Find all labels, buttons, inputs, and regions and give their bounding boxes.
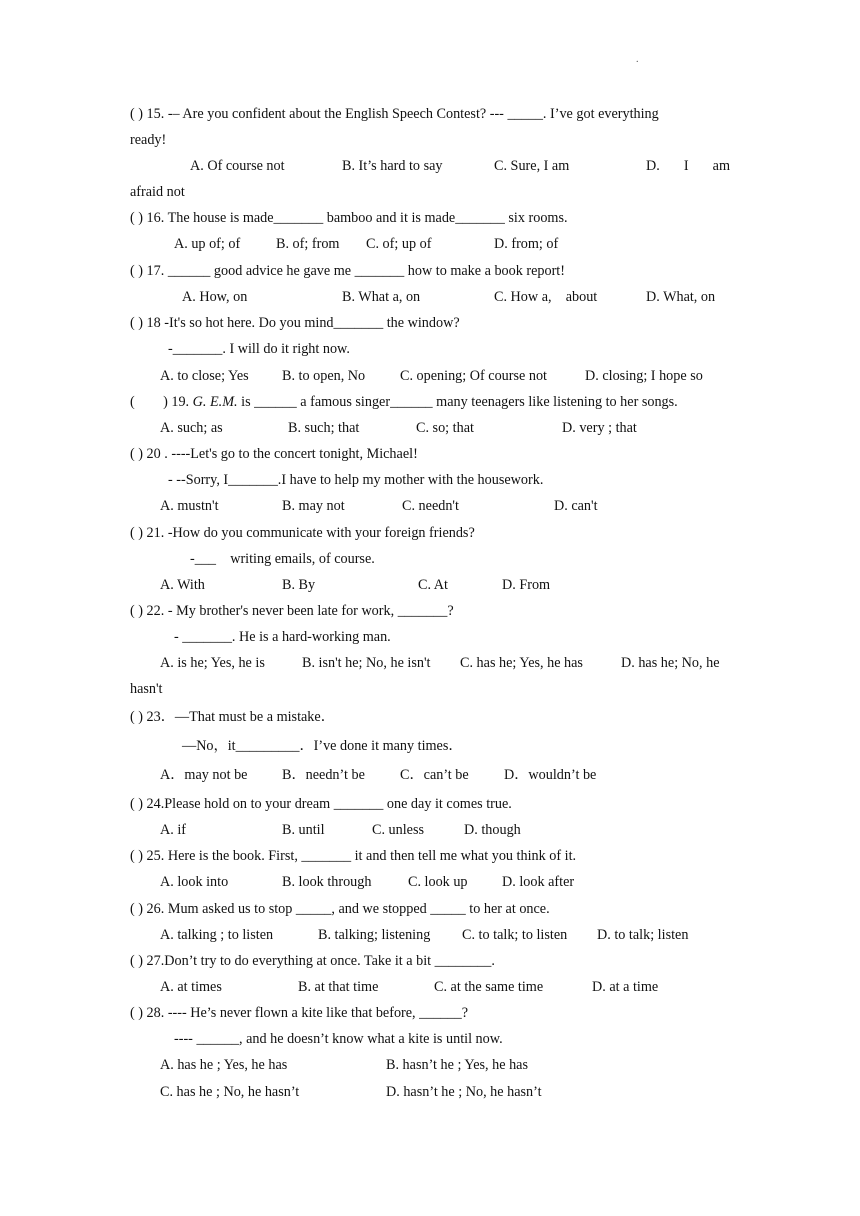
question-16-option-d: D. from; of bbox=[494, 236, 559, 252]
question-18-reply: -_______. I will do it right now. bbox=[168, 341, 350, 357]
question-23-stem: ( ) 23．—That must be a mistake． bbox=[130, 709, 335, 725]
question-19-option-a: A. such; as bbox=[160, 420, 223, 436]
question-16-stem: ( ) 16. The house is made_______ bamboo and it is made_______ six rooms. bbox=[130, 210, 568, 226]
question-23-option-d: D．wouldn’t be bbox=[504, 767, 597, 783]
question-25-option-d: D. look after bbox=[502, 874, 575, 890]
question-18-option-d: D. closing; I hope so bbox=[585, 368, 703, 384]
question-23-option-c: C．can’t be bbox=[400, 767, 469, 783]
question-18-option-b: B. to open, No bbox=[282, 368, 366, 384]
question-24-option-c: C. unless bbox=[372, 822, 425, 838]
question-26-stem: ( ) 26. Mum asked us to stop _____, and we stopped _____ to her at once. bbox=[130, 901, 550, 917]
question-26-option-b: B. talking; listening bbox=[318, 927, 431, 943]
question-25-option-b: B. look through bbox=[282, 874, 372, 890]
question-22-option-d: D. has he; No, he bbox=[621, 655, 720, 671]
question-24-option-d: D. though bbox=[464, 822, 521, 838]
question-26-option-d: D. to talk; listen bbox=[597, 927, 689, 943]
question-17-option-b: B. What a, on bbox=[342, 289, 421, 305]
question-27-option-d: D. at a time bbox=[592, 979, 659, 995]
question-18-stem: ( ) 18 -It's so hot here. Do you mind_______ the window? bbox=[130, 315, 460, 331]
question-22-option-d-cont: hasn't bbox=[130, 681, 163, 697]
question-20-reply: - --Sorry, I_______.I have to help my mother with the housework. bbox=[168, 472, 544, 488]
question-16-option-a: A. up of; of bbox=[174, 236, 241, 252]
question-22-option-a: A. is he; Yes, he is bbox=[160, 655, 265, 671]
question-22-option-c: C. has he; Yes, he has bbox=[460, 655, 583, 671]
question-27-option-a: A. at times bbox=[160, 979, 222, 995]
question-19-option-b: B. such; that bbox=[288, 420, 360, 436]
question-25-stem: ( ) 25. Here is the book. First, _______ it and then tell me what you think of it. bbox=[130, 848, 577, 864]
question-15-stem-cont: ready! bbox=[130, 132, 167, 148]
question-24-stem: ( ) 24.Please hold on to your dream _______ one day it comes true. bbox=[130, 796, 512, 812]
question-20-option-b: B. may not bbox=[282, 498, 345, 514]
question-18-option-a: A. to close; Yes bbox=[160, 368, 249, 384]
question-28-option-c: C. has he ; No, he hasn’t bbox=[160, 1084, 300, 1100]
question-26-option-c: C. to talk; to listen bbox=[462, 927, 568, 943]
question-21-option-a: A. With bbox=[160, 577, 205, 593]
question-15-option-d-cont: afraid not bbox=[130, 184, 185, 200]
question-16-option-b: B. of; from bbox=[276, 236, 340, 252]
question-18-option-c: C. opening; Of course not bbox=[400, 368, 547, 384]
question-19-stem: ( ) 19. G. E.M. is ______ a famous singer______ many teenagers like listening to her songs. bbox=[130, 394, 678, 410]
question-23-option-b: B．needn’t be bbox=[282, 767, 365, 783]
question-21-option-c: C. At bbox=[418, 577, 448, 593]
question-25-option-c: C. look up bbox=[408, 874, 468, 890]
question-28-option-a: A. has he ; Yes, he has bbox=[160, 1057, 288, 1073]
question-24-option-b: B. until bbox=[282, 822, 325, 838]
question-15-option-a: A. Of course not bbox=[190, 158, 285, 174]
question-27-stem: ( ) 27.Don’t try to do everything at once. Take it a bit ________. bbox=[130, 953, 495, 969]
page-mark: . bbox=[636, 54, 639, 65]
question-17-stem: ( ) 17. ______ good advice he gave me _______ how to make a book report! bbox=[130, 263, 565, 279]
question-20-option-d: D. can't bbox=[554, 498, 598, 514]
question-28-stem: ( ) 28. ---- He’s never flown a kite like that before, ______? bbox=[130, 1005, 469, 1021]
question-19-option-c: C. so; that bbox=[416, 420, 474, 436]
question-27-option-b: B. at that time bbox=[298, 979, 379, 995]
question-20-option-c: C. needn't bbox=[402, 498, 459, 514]
question-21-option-d: D. From bbox=[502, 577, 551, 593]
question-15-option-b: B. It’s hard to say bbox=[342, 158, 443, 174]
question-19-option-d: D. very ; that bbox=[562, 420, 637, 436]
question-17-option-c: C. How a, about bbox=[494, 289, 598, 305]
question-22-option-b: B. isn't he; No, he isn't bbox=[302, 655, 431, 671]
question-17-option-d: D. What, on bbox=[646, 289, 716, 305]
question-22-stem: ( ) 22. - My brother's never been late for work, _______? bbox=[130, 603, 454, 619]
question-21-option-b: B. By bbox=[282, 577, 316, 593]
question-16-option-c: C. of; up of bbox=[366, 236, 432, 252]
question-15-option-d: D. I am bbox=[646, 158, 730, 174]
question-26-option-a: A. talking ; to listen bbox=[160, 927, 274, 943]
question-23-option-a: A．may not be bbox=[160, 767, 248, 783]
question-24-option-a: A. if bbox=[160, 822, 187, 838]
question-22-reply: - _______. He is a hard-working man. bbox=[174, 629, 391, 645]
question-27-option-c: C. at the same time bbox=[434, 979, 544, 995]
question-20-option-a: A. mustn't bbox=[160, 498, 219, 514]
question-28-option-d: D. hasn’t he ; No, he hasn’t bbox=[386, 1084, 542, 1100]
question-28-option-b: B. hasn’t he ; Yes, he has bbox=[386, 1057, 529, 1073]
question-15-option-c: C. Sure, I am bbox=[494, 158, 570, 174]
question-28-reply: ---- ______, and he doesn’t know what a kite is until now. bbox=[174, 1031, 503, 1047]
question-21-stem: ( ) 21. -How do you communicate with your foreign friends? bbox=[130, 525, 475, 541]
question-21-reply: -___ writing emails, of course. bbox=[190, 551, 375, 567]
question-15-stem: ( ) 15. -– Are you confident about the English Speech Contest? --- _____. I’ve got everything bbox=[130, 106, 659, 122]
question-20-stem: ( ) 20 . ----Let's go to the concert tonight, Michael! bbox=[130, 446, 418, 462]
question-17-option-a: A. How, on bbox=[182, 289, 248, 305]
question-23-reply: —No，it_________．I’ve done it many times． bbox=[182, 738, 463, 754]
question-25-option-a: A. look into bbox=[160, 874, 229, 890]
